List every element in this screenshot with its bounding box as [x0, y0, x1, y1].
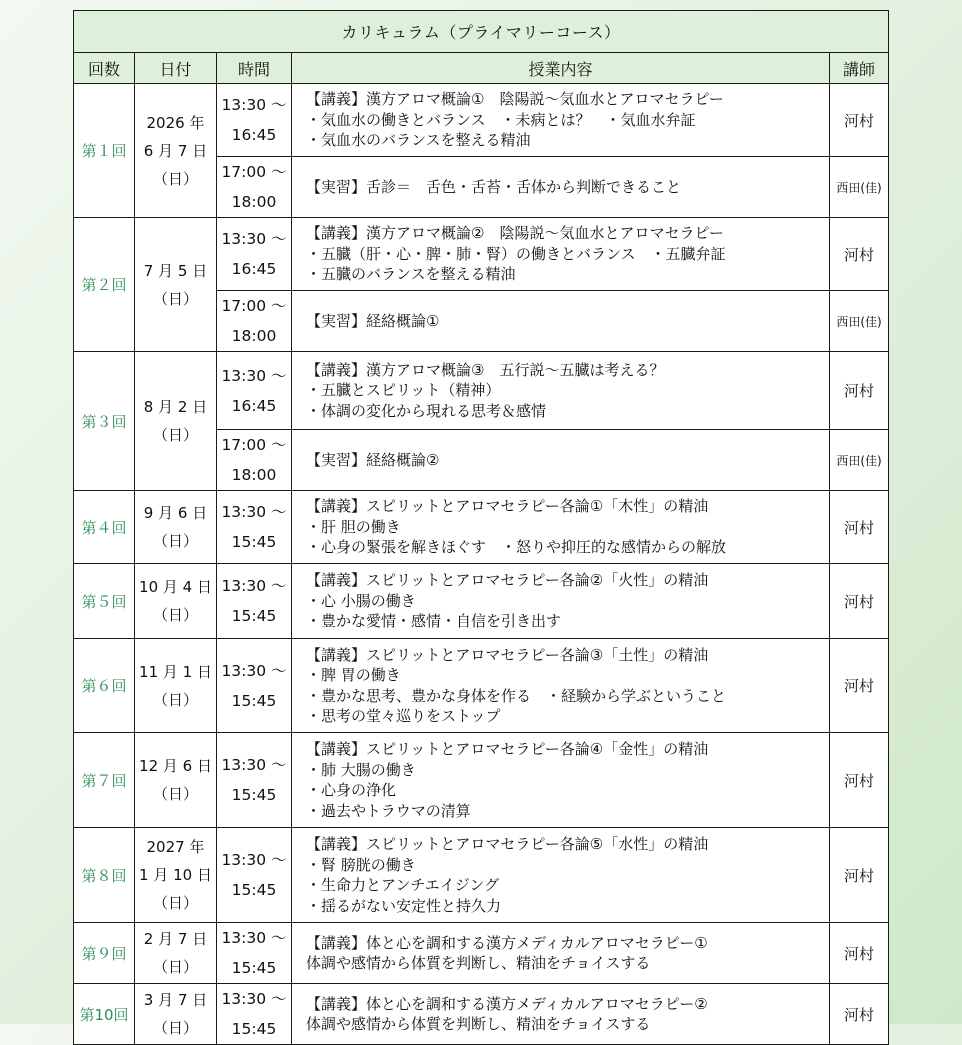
session-content	[292, 733, 830, 828]
session-time	[217, 491, 292, 564]
table-row	[74, 923, 889, 984]
time-line: 17:00 〜	[221, 436, 287, 454]
content-line: 【講義】スピリットとアロマセラピー各論②「火性」の精油	[306, 571, 709, 590]
content-line: ・五臓のバランスを整える精油	[306, 265, 516, 284]
session-teacher: 河村	[830, 923, 889, 984]
table-row	[74, 639, 889, 733]
content-line: 【講義】スピリットとアロマセラピー各論⑤「水性」の精油	[306, 835, 709, 853]
session-time	[217, 218, 292, 291]
time-line: 13:30 〜	[221, 230, 287, 248]
session-content	[292, 923, 830, 984]
content-line: ・心身の緊張を解きほぐす ・怒りや抑圧的な感情からの解放	[306, 538, 727, 557]
date-line: （日）	[152, 785, 198, 803]
session-time	[217, 984, 292, 1045]
date-line: 10 月 4 日	[139, 578, 212, 596]
time-line: 13:30 〜	[221, 366, 287, 385]
session-number: 第６回	[74, 639, 135, 733]
time-line: 15:45	[231, 691, 277, 710]
table-row	[74, 218, 889, 291]
session-time	[217, 157, 292, 218]
time-line: 18:00	[231, 193, 277, 211]
time-line: 17:00 〜	[221, 297, 287, 315]
content-line: ・心身の浄化	[306, 781, 397, 799]
time-line: 16:45	[231, 260, 277, 278]
content-line: ・肺 大腸の働き	[306, 760, 416, 779]
session-number: 第９回	[74, 923, 135, 984]
session-content	[292, 564, 830, 639]
header-date: 日付	[135, 53, 217, 84]
session-date	[135, 984, 217, 1045]
content-line: ・五臓とスピリット（精神）	[306, 381, 501, 400]
time-line: 15:45	[231, 607, 277, 625]
session-time	[217, 84, 292, 157]
time-line: 16:45	[231, 396, 277, 415]
date-line: （日）	[152, 532, 198, 550]
content-line: ・豊かな愛情・感情・自信を引き出す	[306, 612, 562, 631]
content-line: ・五臓（肝・心・脾・肺・腎）の働きとバランス ・五臓弁証	[306, 244, 726, 263]
content-line: ・気血水の働きとバランス ・未病とは？ ・気血水弁証	[306, 110, 696, 129]
session-teacher: 西田(佳)	[830, 430, 889, 491]
session-teacher: 河村	[830, 564, 889, 639]
date-line: 3 月 7 日	[143, 991, 208, 1009]
session-teacher: 河村	[830, 352, 889, 430]
content-line: ・思考の堂々巡りをストップ	[306, 707, 501, 725]
content-line: 【講義】スピリットとアロマセラピー各論①「木性」の精油	[306, 497, 709, 516]
time-line: 15:45	[231, 1020, 277, 1038]
content-line: 【講義】体と心を調和する漢方メディカルアロマセラピー②	[306, 994, 708, 1013]
session-time	[217, 639, 292, 733]
content-line: 体調や感情から体質を判断し、精油をチョイスする	[306, 1015, 651, 1033]
session-date	[135, 491, 217, 564]
content-line: 【講義】スピリットとアロマセラピー各論④「金性」の精油	[306, 740, 709, 758]
content-line: 【講義】漢方アロマ概論① 陰陽説〜気血水とアロマセラピー	[306, 90, 724, 109]
date-line: （日）	[152, 894, 198, 912]
table-row	[74, 984, 889, 1045]
date-line: （日）	[152, 1019, 198, 1037]
session-time	[217, 352, 292, 430]
session-teacher: 河村	[830, 828, 889, 923]
session-date	[135, 923, 217, 984]
session-number: 第４回	[74, 491, 135, 564]
session-content	[292, 639, 830, 733]
session-number: 第８回	[74, 828, 135, 923]
time-line: 13:30 〜	[221, 577, 287, 595]
session-content	[292, 491, 830, 564]
date-line: 2 月 7 日	[143, 930, 208, 948]
content-line: ・腎 膀胱の働き	[306, 855, 416, 874]
session-content	[292, 828, 830, 923]
content-line: 【講義】漢方アロマ概論③ 五行説〜五臓は考える？	[306, 360, 665, 379]
time-line: 15:45	[231, 786, 277, 804]
table-row	[74, 352, 889, 430]
date-line: 8 月 2 日	[143, 398, 208, 416]
session-time	[217, 291, 292, 352]
time-line: 15:45	[231, 533, 277, 551]
time-line: 13:30 〜	[221, 990, 287, 1008]
content-line: ・揺るがない安定性と持久力	[306, 896, 502, 915]
session-date	[135, 564, 217, 639]
date-line: （日）	[152, 169, 198, 188]
session-time	[217, 564, 292, 639]
session-time	[217, 923, 292, 984]
date-line: 9 月 6 日	[143, 504, 208, 522]
date-line: 11 月 1 日	[139, 662, 212, 681]
content-line: ・心 小腸の働き	[306, 591, 416, 610]
session-number: 第10回	[74, 984, 135, 1045]
session-date	[135, 84, 217, 218]
content-line: ・豊かな思考、豊かな身体を作る ・経験から学ぶということ	[306, 686, 727, 705]
session-number: 第５回	[74, 564, 135, 639]
table-row	[74, 828, 889, 923]
header-num: 回数	[74, 53, 135, 84]
session-teacher: 河村	[830, 491, 889, 564]
date-line: 7 月 5 日	[143, 261, 208, 280]
session-teacher: 西田(佳)	[830, 157, 889, 218]
session-content	[292, 291, 830, 352]
content-line: ・脾 胃の働き	[306, 666, 401, 684]
date-line: （日）	[152, 606, 198, 624]
header-content: 授業内容	[292, 53, 830, 84]
table-row	[74, 733, 889, 828]
session-content	[292, 352, 830, 430]
content-line: 【実習】舌診＝ 舌色・舌苔・舌体から判断できること	[306, 177, 682, 196]
sessions-body	[74, 84, 889, 1045]
time-line: 13:30 〜	[221, 756, 287, 774]
content-line: ・過去やトラウマの清算	[306, 801, 471, 820]
session-number: 第１回	[74, 84, 135, 218]
content-line: 【実習】経絡概論②	[306, 450, 440, 469]
session-teacher: 河村	[830, 218, 889, 291]
session-teacher: 河村	[830, 639, 889, 733]
time-line: 13:30 〜	[221, 929, 287, 947]
header-teacher: 講師	[830, 53, 889, 84]
table-title: カリキュラム（プライマリーコース）	[74, 11, 889, 53]
time-line: 18:00	[231, 466, 277, 484]
content-line: ・生命力とアンチエイジング	[306, 876, 500, 894]
time-line: 13:30 〜	[221, 503, 287, 521]
content-line: ・体調の変化から現れる思考＆感情	[306, 401, 547, 420]
session-date	[135, 218, 217, 352]
session-number: 第７回	[74, 733, 135, 828]
content-line: 【講義】スピリットとアロマセラピー各論③「土性」の精油	[306, 645, 709, 664]
session-teacher: 西田(佳)	[830, 291, 889, 352]
content-line: 【講義】漢方アロマ概論② 陰陽説〜気血水とアロマセラピー	[306, 224, 724, 243]
date-line: 2026 年	[146, 113, 205, 132]
session-number: 第３回	[74, 352, 135, 491]
date-line: （日）	[152, 289, 198, 308]
date-line: 2027 年	[146, 838, 205, 856]
time-line: 16:45	[231, 126, 277, 144]
table-row	[74, 491, 889, 564]
session-content	[292, 218, 830, 291]
date-line: 12 月 6 日	[139, 757, 212, 775]
content-line: ・肝 胆の働き	[306, 517, 401, 536]
session-teacher: 河村	[830, 984, 889, 1045]
session-date	[135, 733, 217, 828]
content-line: 【講義】体と心を調和する漢方メディカルアロマセラピー①	[306, 933, 708, 952]
time-line: 17:00 〜	[221, 163, 287, 181]
session-date	[135, 639, 217, 733]
time-line: 15:45	[231, 881, 277, 899]
session-time	[217, 733, 292, 828]
session-time	[217, 828, 292, 923]
content-line: 体調や感情から体質を判断し、精油をチョイスする	[306, 954, 651, 972]
session-content	[292, 84, 830, 157]
session-teacher: 河村	[830, 733, 889, 828]
date-line: 1 月 10 日	[139, 866, 212, 884]
session-date	[135, 352, 217, 491]
table-row	[74, 84, 889, 157]
date-line: （日）	[152, 690, 198, 709]
date-line: （日）	[152, 426, 198, 444]
content-line: ・気血水のバランスを整える精油	[306, 131, 531, 150]
session-content	[292, 430, 830, 491]
session-number: 第２回	[74, 218, 135, 352]
session-content	[292, 984, 830, 1045]
date-line: （日）	[152, 958, 198, 976]
table-row	[74, 564, 889, 639]
time-line: 18:00	[231, 327, 277, 345]
time-line: 13:30 〜	[221, 96, 287, 114]
session-date	[135, 828, 217, 923]
session-content	[292, 157, 830, 218]
curriculum-table	[73, 10, 889, 1045]
session-teacher: 河村	[830, 84, 889, 157]
date-line: 6 月 7 日	[143, 141, 208, 160]
content-line: 【実習】経絡概論①	[306, 311, 440, 330]
time-line: 13:30 〜	[221, 851, 287, 869]
time-line: 13:30 〜	[221, 661, 287, 680]
header-time: 時間	[217, 53, 292, 84]
time-line: 15:45	[231, 959, 277, 977]
session-time	[217, 430, 292, 491]
